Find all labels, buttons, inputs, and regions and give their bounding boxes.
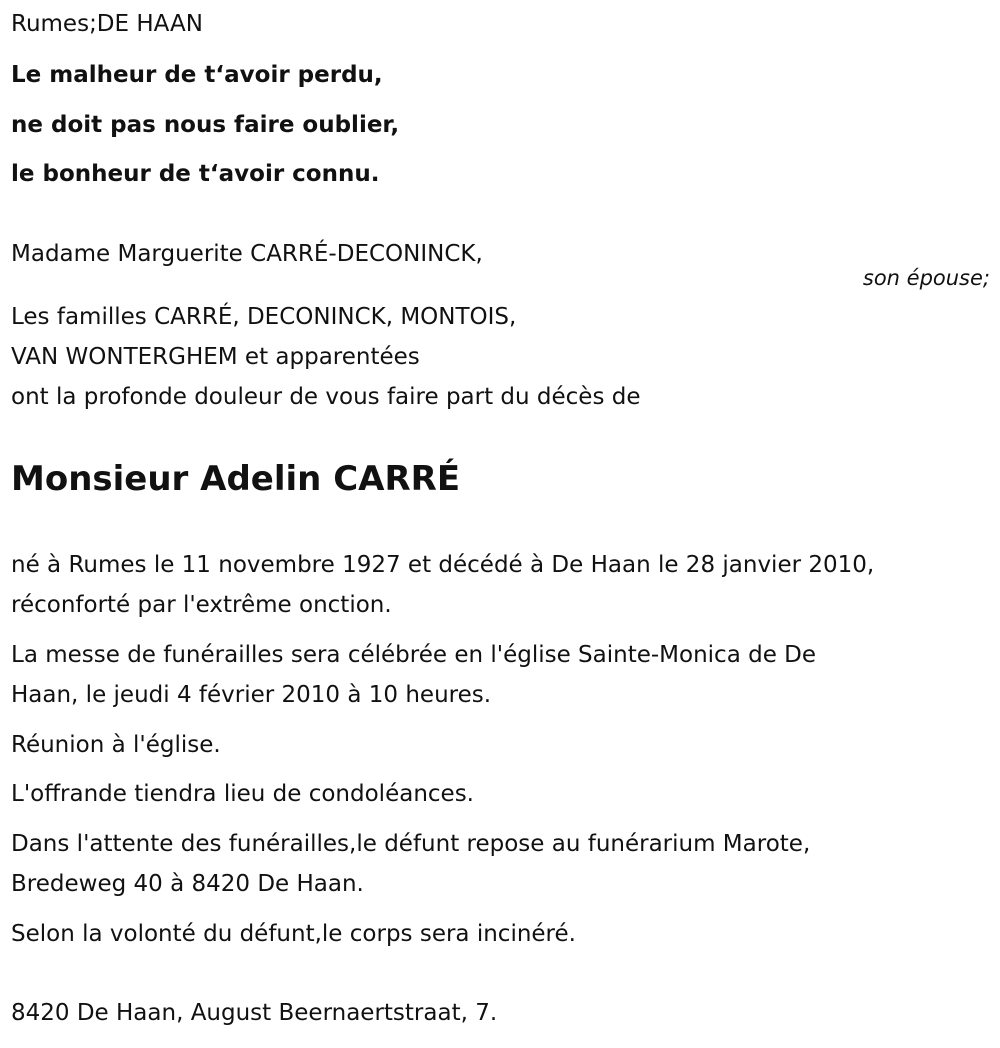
address-line: 8420 De Haan, August Beernaertstraat, 7.: [11, 1000, 498, 1026]
poem-line-3: le bonheur de t‘avoir connu.: [11, 161, 380, 187]
meeting-line: Réunion à l'église.: [11, 732, 221, 758]
birth-death-line-2: réconforté par l'extrême onction.: [11, 592, 392, 618]
spouse-role: son épouse;: [862, 266, 990, 290]
offering-line: L'offrande tiendra lieu de condoléances.: [11, 781, 474, 807]
funeral-home-line-2: Bredeweg 40 à 8420 De Haan.: [11, 871, 364, 897]
deceased-name: Monsieur Adelin CARRÉ: [11, 459, 461, 499]
families-line-1: Les familles CARRÉ, DECONINCK, MONTOIS,: [11, 304, 517, 330]
families-line-2: VAN WONTERGHEM et apparentées: [11, 344, 420, 370]
location-header: Rumes;DE HAAN: [11, 11, 203, 37]
birth-death-line-1: né à Rumes le 11 novembre 1927 et décédé à De Haan le 28 janvier 2010,: [11, 552, 875, 578]
poem-line-1: Le malheur de t‘avoir perdu,: [11, 62, 383, 88]
poem-line-2: ne doit pas nous faire oublier,: [11, 112, 400, 138]
spouse-line: Madame Marguerite CARRÉ-DECONINCK,: [11, 241, 483, 267]
mass-line-2: Haan, le jeudi 4 février 2010 à 10 heures.: [11, 682, 492, 708]
funeral-home-line-1: Dans l'attente des funérailles,le défunt repose au funérarium Marote,: [11, 831, 811, 857]
cremation-line: Selon la volonté du défunt,le corps sera incinéré.: [11, 921, 576, 947]
mass-line-1: La messe de funérailles sera célébrée en l'église Sainte-Monica de De: [11, 642, 817, 668]
announcement-line: ont la profonde douleur de vous faire part du décès de: [11, 384, 641, 410]
